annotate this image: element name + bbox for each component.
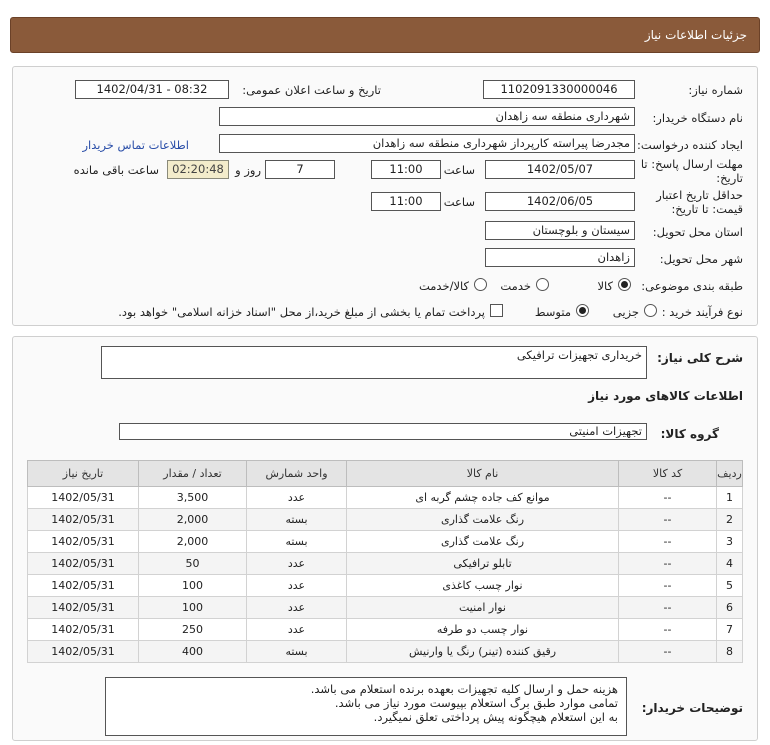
validity-time-field: 11:00 xyxy=(371,192,441,211)
table-row xyxy=(28,619,743,641)
cell-unit: عدد xyxy=(247,575,347,597)
cell-quantity: 3,500 xyxy=(139,487,247,509)
description-field: خریداری تجهیزات ترافیکی xyxy=(101,346,647,379)
category-radio-service[interactable] xyxy=(536,278,549,291)
col-qty-header: تعداد / مقدار xyxy=(139,461,247,487)
category-option-service: خدمت xyxy=(500,279,531,293)
cell-row-number: 3 xyxy=(717,531,743,553)
reply-time-label: ساعت xyxy=(443,163,475,177)
province-label: استان محل تحویل: xyxy=(652,225,743,239)
col-name-header: نام کالا xyxy=(347,461,619,487)
validity-date-field: 1402/06/05 xyxy=(485,192,635,211)
validity-time-label: ساعت xyxy=(443,195,475,209)
cell-row-number: 6 xyxy=(717,597,743,619)
buyer-contact-link[interactable]: اطلاعات تماس خریدار xyxy=(82,138,189,152)
validity-label-2: قیمت: تا تاریخ: xyxy=(671,202,743,216)
cell-quantity: 250 xyxy=(139,619,247,641)
process-radio-medium[interactable] xyxy=(576,304,589,317)
cell-item-code: -- xyxy=(619,553,717,575)
cell-item-code: -- xyxy=(619,509,717,531)
cell-row-number: 5 xyxy=(717,575,743,597)
group-label: گروه کالا: xyxy=(660,427,719,441)
process-label: نوع فرآیند خرید : xyxy=(661,305,743,319)
cell-quantity: 400 xyxy=(139,641,247,663)
cell-need-date: 1402/05/31 xyxy=(28,531,139,553)
table-row xyxy=(28,531,743,553)
buyer-org-field: شهرداری منطقه سه زاهدان xyxy=(219,107,635,126)
need-number-field: 1102091330000046 xyxy=(483,80,635,99)
items-table xyxy=(27,460,743,663)
cell-row-number: 8 xyxy=(717,641,743,663)
cell-item-name: رنگ علامت گذاری xyxy=(347,509,619,531)
category-option-goods: کالا xyxy=(597,279,613,293)
cell-unit: عدد xyxy=(247,487,347,509)
process-option-minor: جزیی xyxy=(612,305,639,319)
group-field: تجهیزات امنیتی xyxy=(119,423,647,440)
table-row xyxy=(28,487,743,509)
validity-label: حداقل تاریخ اعتبار xyxy=(656,188,743,202)
table-header-row xyxy=(28,461,743,487)
cell-unit: بسته xyxy=(247,531,347,553)
cell-unit: عدد xyxy=(247,619,347,641)
reply-deadline-label: مهلت ارسال پاسخ: تا xyxy=(640,157,743,171)
cell-need-date: 1402/05/31 xyxy=(28,641,139,663)
cell-quantity: 2,000 xyxy=(139,509,247,531)
cell-item-code: -- xyxy=(619,619,717,641)
cell-need-date: 1402/05/31 xyxy=(28,487,139,509)
buyer-notes-box xyxy=(105,677,627,736)
cell-quantity: 100 xyxy=(139,575,247,597)
cell-row-number: 2 xyxy=(717,509,743,531)
cell-need-date: 1402/05/31 xyxy=(28,553,139,575)
treasury-payment-checkbox[interactable] xyxy=(490,304,503,317)
table-row xyxy=(28,509,743,531)
city-label: شهر محل تحویل: xyxy=(659,252,743,266)
cell-item-name: رنگ علامت گذاری xyxy=(347,531,619,553)
announce-datetime-field: 1402/04/31 - 08:32 xyxy=(75,80,229,99)
cell-item-code: -- xyxy=(619,597,717,619)
col-row-header: ردیف xyxy=(717,461,743,487)
reply-date-field: 1402/05/07 xyxy=(485,160,635,179)
need-number-label: شماره نیاز: xyxy=(688,83,743,97)
category-label: طبقه بندی موضوعی: xyxy=(641,279,743,293)
cell-unit: بسته xyxy=(247,509,347,531)
cell-need-date: 1402/05/31 xyxy=(28,575,139,597)
description-label: شرح کلی نیاز: xyxy=(657,351,743,365)
cell-quantity: 50 xyxy=(139,553,247,575)
category-option-goods-service: کالا/خدمت xyxy=(418,279,469,293)
items-section-title: اطلاعات کالاهای مورد نیاز xyxy=(588,389,743,403)
buyer-notes-label: توضیحات خریدار: xyxy=(641,701,743,715)
table-row xyxy=(28,641,743,663)
cell-row-number: 4 xyxy=(717,553,743,575)
cell-item-code: -- xyxy=(619,531,717,553)
table-row xyxy=(28,597,743,619)
category-radio-goods[interactable] xyxy=(618,278,631,291)
col-date-header: تاریخ نیاز xyxy=(28,461,139,487)
page-title: جزئیات اطلاعات نیاز xyxy=(644,28,747,42)
remaining-label: ساعت باقی مانده xyxy=(73,163,159,177)
category-radio-goods-service[interactable] xyxy=(474,278,487,291)
province-field: سیستان و بلوچستان xyxy=(485,221,635,240)
cell-item-name: نوار چسب کاغذی xyxy=(347,575,619,597)
remaining-timer: 02:20:48 xyxy=(167,160,229,179)
treasury-payment-note: پرداخت تمام یا بخشی از مبلغ خرید،از محل "اسناد خزانه اسلامی" خواهد بود. xyxy=(118,305,485,319)
cell-item-name: نوار چسب دو طرفه xyxy=(347,619,619,641)
cell-item-name: نوار امنیت xyxy=(347,597,619,619)
buyer-note-line: هزینه حمل و ارسال کلیه تجهیزات بعهده برنده استعلام می باشد. xyxy=(310,682,618,696)
cell-item-code: -- xyxy=(619,575,717,597)
table-row xyxy=(28,553,743,575)
cell-item-name: تابلو ترافیکی xyxy=(347,553,619,575)
col-unit-header: واحد شمارش xyxy=(247,461,347,487)
cell-quantity: 2,000 xyxy=(139,531,247,553)
creator-label: ایجاد کننده درخواست: xyxy=(637,138,743,152)
cell-unit: عدد xyxy=(247,597,347,619)
need-info-panel xyxy=(12,66,758,326)
cell-item-name: موانع کف جاده چشم گربه ای xyxy=(347,487,619,509)
process-radio-minor[interactable] xyxy=(644,304,657,317)
cell-need-date: 1402/05/31 xyxy=(28,597,139,619)
cell-item-code: -- xyxy=(619,641,717,663)
cell-unit: عدد xyxy=(247,553,347,575)
table-row xyxy=(28,575,743,597)
page-header xyxy=(10,17,760,53)
cell-unit: بسته xyxy=(247,641,347,663)
city-field: زاهدان xyxy=(485,248,635,267)
days-label: روز و xyxy=(235,163,261,177)
days-field: 7 xyxy=(265,160,335,179)
cell-need-date: 1402/05/31 xyxy=(28,619,139,641)
cell-row-number: 1 xyxy=(717,487,743,509)
cell-item-name: رقیق کننده (تینر) رنگ یا وارنیش xyxy=(347,641,619,663)
buyer-org-label: نام دستگاه خریدار: xyxy=(652,111,743,125)
announce-label: تاریخ و ساعت اعلان عمومی: xyxy=(242,83,381,97)
cell-need-date: 1402/05/31 xyxy=(28,509,139,531)
creator-field: مجدرضا پیراسته کارپرداز شهرداری منطقه سه زاهدان xyxy=(219,134,635,153)
col-code-header: کد کالا xyxy=(619,461,717,487)
reply-deadline-label-2: تاریخ: xyxy=(716,171,743,185)
cell-row-number: 7 xyxy=(717,619,743,641)
reply-time-field: 11:00 xyxy=(371,160,441,179)
need-details-panel xyxy=(12,336,758,741)
process-option-medium: متوسط xyxy=(534,305,571,319)
buyer-note-line: به این استعلام هیچگونه پیش پرداختی تعلق نمیگیرد. xyxy=(373,710,618,724)
cell-quantity: 100 xyxy=(139,597,247,619)
buyer-note-line: تمامی موارد طبق برگ استعلام بپیوست مورد نیاز می باشد. xyxy=(334,696,618,710)
cell-item-code: -- xyxy=(619,487,717,509)
